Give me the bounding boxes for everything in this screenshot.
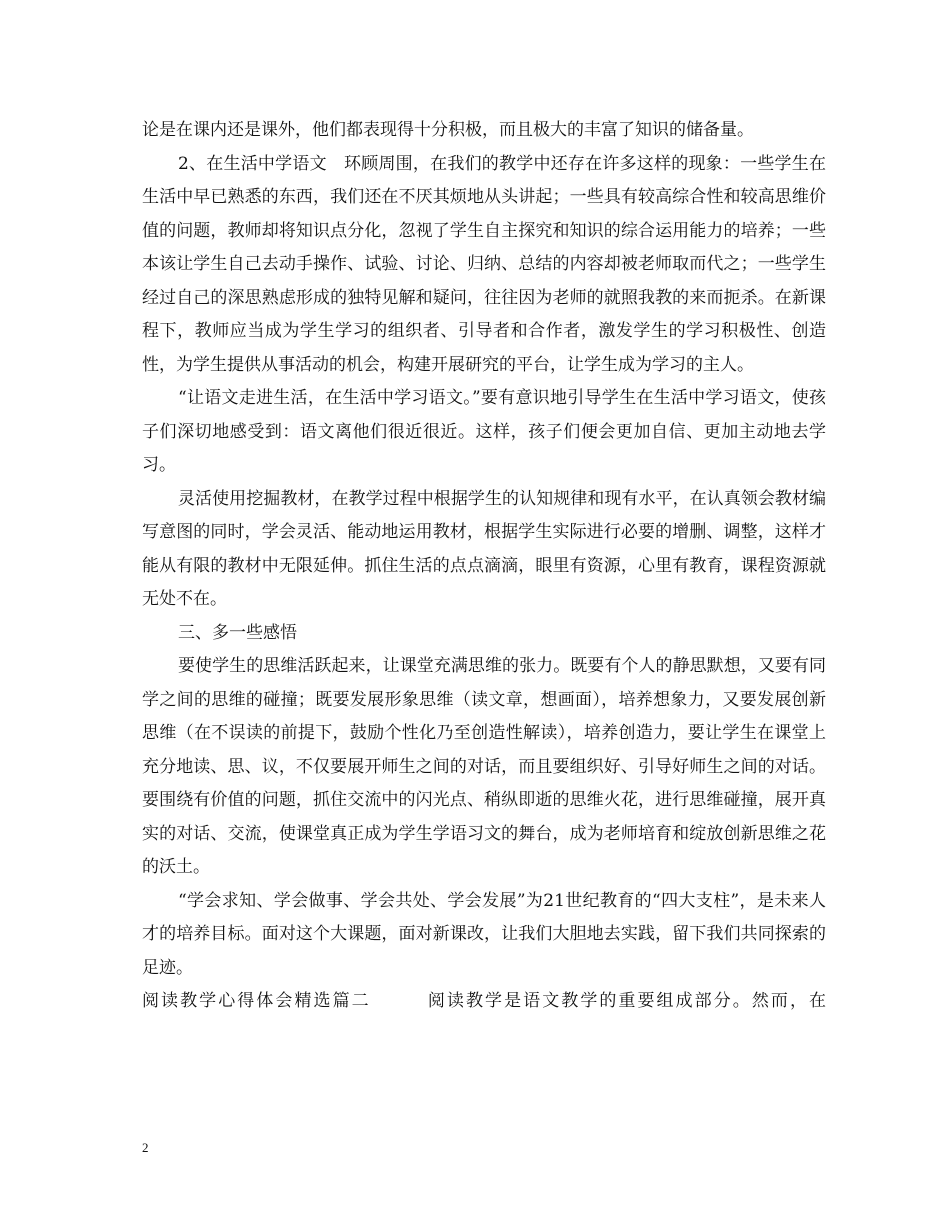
paragraph-6: “学会求知、学会做事、学会共处、学会发展”为21世纪教育的“四大支柱”，是未来人才的培养目标。面对这个大课题，面对新课改，让我们大胆地去实践，留下我们共同探索的足迹。 [142, 890, 826, 978]
paragraph-1: 论是在课内还是课外，他们都表现得十分积极，而且极大的丰富了知识的储备量。 [142, 120, 754, 140]
body-text [142, 114, 826, 1019]
page-number: 2 [142, 1140, 149, 1155]
paragraph-5: 要使学生的思维活跃起来，让课堂充满思维的张力。既要有个人的静思默想，又要有同学之间的思维的碰撞；既要发展形象思维（读文章，想画面），培养想象力，又要发展创新思维（在不误读的前提下，鼓励个性化乃至创造性解读），培养创造力，要让学生在课堂上充分地读、思、议，不仅要展开师生之间的对话，而且要组织好、引导好师生之间的对话。要围绕有价值的问题，抓住交流中的闪光点、稍纵即逝的思维火花，进行思维碰撞，展开真实的对话、交流，使课堂真正成为学生学语习文的舞台，成为老师培育和绽放创新思维之花的沃土。 [142, 656, 826, 877]
paragraph-2: 2、在生活中学语文 环顾周围，在我们的教学中还存在许多这样的现象：一些学生在生活中早已熟悉的东西，我们还在不厌其烦地从头讲起；一些具有较高综合性和较高思维价值的问题，教师却将知识点分化，忽视了学生自主探究和知识的综合运用能力的培养；一些本该让学生自己去动手操作、试验、讨论、归纳、总结的内容却被老师取而代之；一些学生经过自己的深思熟虑形成的独特见解和疑问，往往因为老师的就照我教的来而扼杀。在新课程下，教师应当成为学生学习的组织者、引导者和合作者，激发学生的学习积极性、创造性，为学生提供从事活动的机会，构建开展研究的平台，让学生成为学习的主人。 [142, 153, 826, 375]
paragraph-4: 灵活使用挖掘教材，在教学过程中根据学生的认知规律和现有水平，在认真领会教材编写意图的同时，学会灵活、能动地运用教材，根据学生实际进行必要的增删、调整，这样才能从有限的教材中无限延伸。抓住生活的点点滴滴，眼里有资源，心里有教育，课程资源就无处不在。 [142, 488, 826, 609]
paragraph-7: 阅读教学心得体会精选篇二 阅读教学是语文教学的重要组成部分。然而，在 [142, 991, 826, 1011]
section-heading: 三、多一些感悟 [178, 622, 297, 643]
paragraph-3: “让语文走进生活，在生活中学习语文。”要有意识地引导学生在生活中学习语文，使孩子们深切地感受到：语文离他们很近很近。这样，孩子们便会更加自信、更加主动地去学习。 [142, 388, 826, 475]
